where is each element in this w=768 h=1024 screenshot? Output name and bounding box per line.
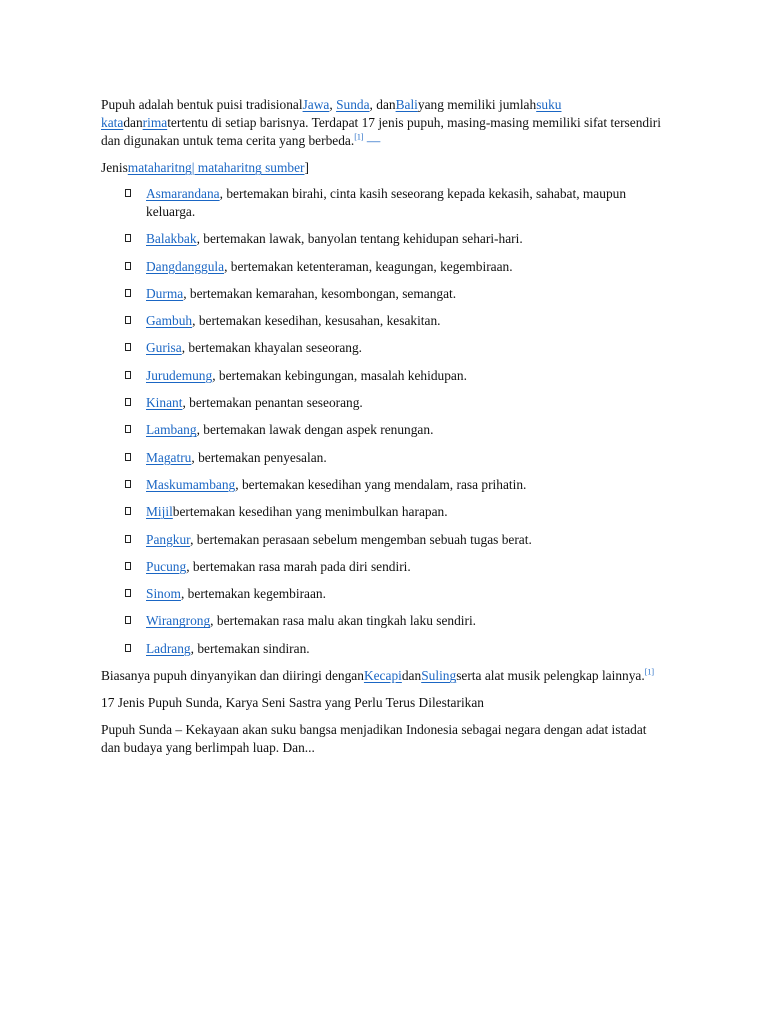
music-text: dan: [401, 668, 422, 684]
list-item: [101, 640, 661, 658]
pupuh-link[interactable]: Maskumambang: [146, 476, 236, 492]
pupuh-link[interactable]: Ladrang: [146, 640, 191, 656]
list-item: [101, 339, 661, 357]
pupuh-link[interactable]: Pucung: [146, 558, 187, 574]
pupuh-link[interactable]: Magatru: [146, 449, 192, 465]
reference-marker: [354, 133, 363, 142]
intro-text: Pupuh adalah bentuk puisi tradisional: [101, 97, 303, 112]
bullet-icon: [125, 289, 131, 297]
article-title: 17 Jenis Pupuh Sunda, Karya Seni Sastra yang Perlu Terus Dilestarikan: [101, 695, 484, 711]
list-item: [101, 612, 661, 630]
intro-separator: ,: [329, 97, 337, 112]
heading-text: Jenis: [101, 160, 128, 175]
bullet-icon: [125, 189, 131, 197]
list-item: [101, 421, 661, 439]
link-kecapi[interactable]: Kecapi: [363, 668, 402, 684]
intro-text: dan: [123, 115, 143, 130]
pupuh-link[interactable]: Pangkur: [146, 531, 191, 547]
list-item: [101, 394, 661, 412]
bullet-icon: [125, 644, 131, 652]
music-paragraph: [101, 667, 661, 685]
pupuh-list: [101, 185, 661, 658]
section-heading: [101, 159, 661, 177]
pupuh-description: , bertemakan kemarahan, kesombongan, semangat.: [183, 285, 457, 301]
link-rima[interactable]: rima: [142, 115, 168, 130]
pupuh-link[interactable]: Sinom: [146, 586, 181, 602]
pupuh-description: , bertemakan lawak dengan aspek renungan.: [196, 422, 434, 438]
reference-link[interactable]: [1]: [354, 132, 364, 142]
article-excerpt: Pupuh Sunda – Kekayaan akan suku bangsa menjadikan Indonesia sebagai negara dengan adat istadat dan budaya yang berlimpah luap. Dan...: [101, 722, 647, 756]
bullet-icon: [125, 234, 131, 242]
list-item: [101, 476, 661, 494]
link-bali[interactable]: Bali: [395, 97, 418, 112]
pupuh-description: , bertemakan penyesalan.: [191, 449, 327, 465]
pupuh-description: , bertemakan khayalan seseorang.: [181, 340, 363, 356]
pupuh-description: , bertemakan sindiran.: [190, 640, 310, 656]
link-suku-kata[interactable]: suku kata: [101, 97, 562, 130]
pupuh-description: , bertemakan kesedihan, kesusahan, kesakitan.: [192, 313, 441, 329]
list-item: [101, 367, 661, 385]
list-item: [101, 312, 661, 330]
list-item: [101, 558, 661, 576]
bullet-icon: [125, 343, 131, 351]
document-body: [101, 96, 661, 757]
pupuh-link[interactable]: Dangdanggula: [146, 258, 225, 274]
list-item: [101, 230, 661, 248]
pupuh-link[interactable]: Durma: [146, 285, 184, 301]
bullet-icon: [125, 535, 131, 543]
pupuh-description: , bertemakan kesedihan yang mendalam, rasa prihatin.: [235, 476, 527, 492]
bullet-icon: [125, 398, 131, 406]
bullet-icon: [125, 507, 131, 515]
list-item: [101, 449, 661, 467]
intro-text: yang memiliki jumlah: [417, 97, 537, 112]
pupuh-description: bertemakan kesedihan yang menimbulkan harapan.: [172, 504, 448, 520]
pupuh-link[interactable]: Wirangrong: [146, 613, 211, 629]
intro-paragraph: [101, 96, 661, 150]
link-jawa[interactable]: Jawa: [302, 97, 330, 112]
pupuh-description: , bertemakan perasaan sebelum mengemban sebuah tugas berat.: [190, 531, 532, 547]
link-sunda[interactable]: Sunda: [336, 97, 370, 112]
reference-marker: [645, 668, 654, 677]
link-source[interactable]: mataharitng| mataharitng sumber: [127, 160, 305, 175]
pupuh-description: , bertemakan kebingungan, masalah kehidupan.: [212, 367, 467, 383]
list-item: [101, 185, 661, 221]
bullet-icon: [125, 371, 131, 379]
reference-link[interactable]: [1]: [644, 667, 655, 677]
list-item: [101, 531, 661, 549]
bullet-icon: [125, 562, 131, 570]
pupuh-link[interactable]: Gurisa: [146, 340, 182, 356]
intro-text: tertentu di setiap barisnya. Terdapat 17 jenis pupuh, masing-masing memiliki sifat tersendiri dan digunakan untuk tema cerita yang berbeda.: [101, 115, 661, 148]
pupuh-description: , bertemakan kegembiraan.: [180, 586, 326, 602]
pupuh-link[interactable]: Balakbak: [146, 231, 197, 247]
link-suling[interactable]: Suling: [421, 668, 457, 684]
list-item: [101, 258, 661, 276]
pupuh-description: , bertemakan rasa marah pada diri sendiri.: [186, 558, 411, 574]
music-text: serta alat musik pelengkap lainnya.: [456, 668, 645, 684]
bullet-icon: [125, 589, 131, 597]
bullet-icon: [125, 480, 131, 488]
list-item: [101, 585, 661, 603]
pupuh-link[interactable]: Kinant: [146, 395, 183, 411]
bullet-icon: [125, 453, 131, 461]
pupuh-description: , bertemakan lawak, banyolan tentang kehidupan sehari-hari.: [196, 231, 523, 247]
pupuh-link[interactable]: Mijil: [146, 504, 173, 520]
pupuh-link[interactable]: Gambuh: [146, 313, 193, 329]
intro-separator: , dan: [369, 97, 396, 112]
list-item: [101, 503, 661, 521]
heading-bracket: ]: [304, 160, 309, 175]
pupuh-link[interactable]: Lambang: [146, 422, 197, 438]
pupuh-description: , bertemakan ketenteraman, keagungan, kegembiraan.: [224, 258, 513, 274]
bullet-icon: [125, 262, 131, 270]
pupuh-description: , bertemakan penantan seseorang.: [182, 395, 363, 411]
pupuh-link[interactable]: Jurudemung: [146, 367, 213, 383]
bullet-icon: [125, 316, 131, 324]
music-text: Biasanya pupuh dinyanyikan dan diiringi dengan: [101, 668, 364, 684]
pupuh-link[interactable]: Asmarandana: [146, 186, 220, 201]
list-item: [101, 285, 661, 303]
dash-marker: —: [366, 133, 381, 148]
bullet-icon: [125, 616, 131, 624]
bullet-icon: [125, 425, 131, 433]
pupuh-description: , bertemakan rasa malu akan tingkah laku sendiri.: [210, 613, 477, 629]
pupuh-description: , bertemakan birahi, cinta kasih seseorang kepada kekasih, sahabat, maupun keluarga.: [146, 186, 627, 219]
